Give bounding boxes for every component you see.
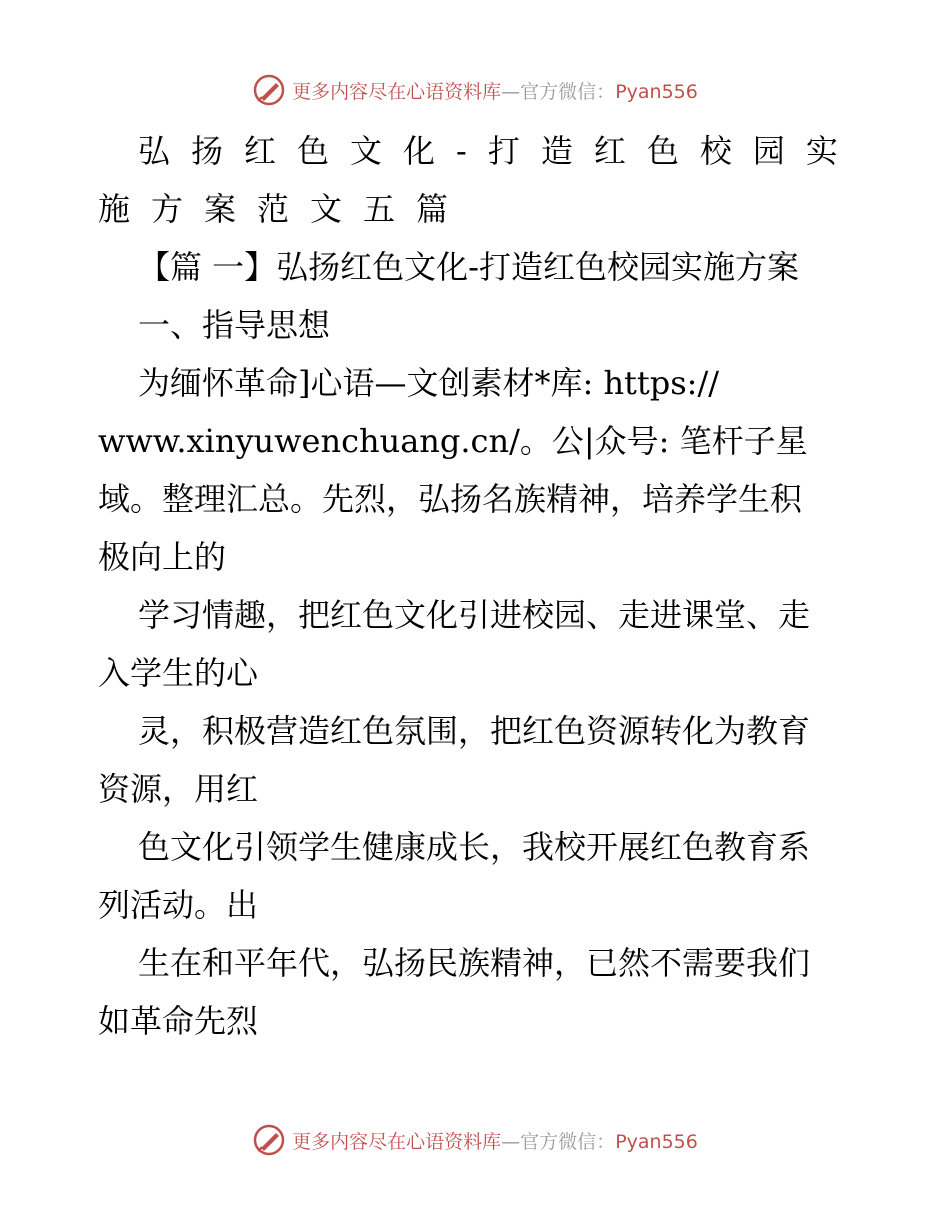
paragraph-line: 入学生的心 bbox=[98, 654, 259, 692]
banner-wechat-id: Pyan556 bbox=[615, 80, 698, 103]
banner-library-name: 更多内容尽在心语资料库 bbox=[292, 80, 502, 103]
quill-pen-logo-icon bbox=[252, 1123, 286, 1157]
banner-library-name: 更多内容尽在心语资料库 bbox=[292, 1130, 502, 1153]
banner-text bbox=[292, 77, 698, 104]
section-heading: 【篇 一】弘扬红色文化-打造红色校园实施方案 bbox=[138, 248, 799, 286]
header-banner bbox=[0, 70, 950, 110]
banner-text bbox=[292, 1127, 698, 1154]
paragraph-line: 如革命先烈 bbox=[98, 1002, 259, 1040]
document-title-line-1: 弘扬红色文化-打造红色校园实 bbox=[138, 132, 859, 170]
quill-pen-logo-icon bbox=[252, 73, 286, 107]
banner-official-label: 官方微信： bbox=[520, 1130, 616, 1153]
paragraph-line: 域。整理汇总。先烈，弘扬名族精神，培养学生积 bbox=[98, 480, 803, 518]
paragraph-line: 色文化引领学生健康成长，我校开展红色教育系 bbox=[138, 828, 811, 866]
banner-dash: — bbox=[501, 80, 521, 103]
paragraph-line: 极向上的 bbox=[98, 538, 227, 576]
paragraph-line: 学习情趣，把红色文化引进校园、走进课堂、走 bbox=[138, 596, 811, 634]
document-body bbox=[98, 122, 858, 1050]
banner-dash: — bbox=[501, 1130, 521, 1153]
banner-official-label: 官方微信： bbox=[520, 80, 616, 103]
paragraph-line: 资源，用红 bbox=[98, 770, 259, 808]
paragraph-line: 灵，积极营造红色氛围，把红色资源转化为教育 bbox=[138, 712, 811, 750]
sub-heading: 一、指导思想 bbox=[138, 306, 331, 344]
paragraph-line: 为缅怀革命]心语—文创素材*库: https:// bbox=[138, 364, 720, 402]
paragraph-line: 列活动。出 bbox=[98, 886, 259, 924]
footer-banner bbox=[0, 1120, 950, 1160]
banner-wechat-id: Pyan556 bbox=[615, 1130, 698, 1153]
paragraph-line: 生在和平年代，弘扬民族精神，已然不需要我们 bbox=[138, 944, 811, 982]
paragraph-line: www.xinyuwenchuang.cn/。公|众号: 笔杆子星 bbox=[98, 422, 808, 460]
document-title-line-2: 施方案范文五篇 bbox=[98, 190, 470, 228]
